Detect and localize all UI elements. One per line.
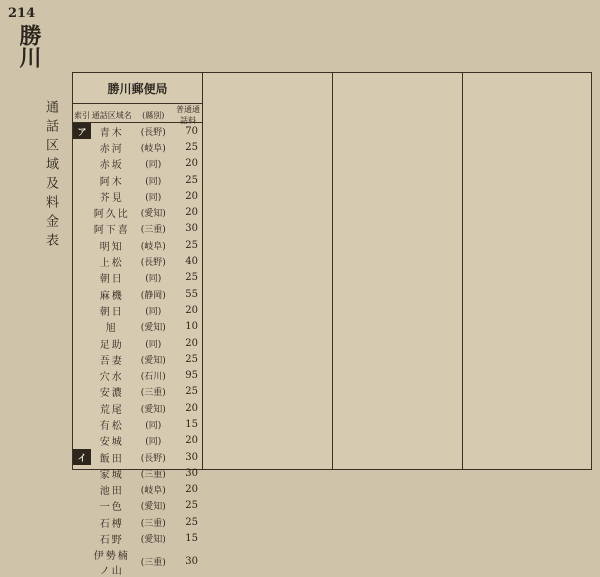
- index-kana: [73, 416, 91, 432]
- prefecture: (静岡): [140, 290, 166, 301]
- call-fee: 20: [185, 304, 198, 316]
- call-fee: 20: [185, 337, 198, 349]
- prefecture: (三重): [140, 558, 166, 569]
- area-name: 吾妻: [99, 355, 124, 367]
- area-name: 阿下喜: [93, 225, 130, 237]
- table-row: [73, 335, 202, 351]
- table-row: [73, 482, 202, 498]
- table-row: [73, 188, 202, 204]
- rows-container: [463, 73, 593, 75]
- call-fee: 30: [185, 451, 198, 463]
- index-kana: [73, 433, 91, 449]
- index-kana: [73, 319, 91, 335]
- area-name: 伊勢楠ノ山: [93, 550, 130, 577]
- fee-header: 普通通話料: [176, 105, 200, 125]
- call-fee: 25: [185, 353, 198, 365]
- prefecture: (長野): [140, 453, 166, 464]
- prefecture: (同): [145, 339, 162, 350]
- area-name: 有松: [99, 420, 124, 432]
- call-fee: 20: [185, 484, 198, 496]
- prefecture: (三重): [140, 518, 166, 529]
- index-kana: [73, 367, 91, 383]
- area-name: 穴水: [99, 372, 124, 384]
- page-number: 214: [8, 6, 36, 21]
- area-name: 阿木: [99, 176, 124, 188]
- index-kana: [73, 498, 91, 514]
- prefecture: (岐阜): [140, 241, 166, 252]
- call-fee: 30: [185, 223, 198, 235]
- table-row: [73, 351, 202, 367]
- prefecture: (三重): [140, 469, 166, 480]
- table-row: [73, 270, 202, 286]
- prefecture: (三重): [140, 388, 166, 399]
- table-row: [73, 123, 202, 139]
- area-name: 阿久比: [93, 209, 130, 221]
- area-name: 荒尾: [99, 404, 124, 416]
- index-kana: [73, 351, 91, 367]
- prefecture: (同): [145, 420, 162, 431]
- index-kana: [73, 253, 91, 269]
- area-name: 芥見: [99, 192, 124, 204]
- table-row: [73, 367, 202, 383]
- call-fee: 20: [185, 435, 198, 447]
- call-fee: 25: [185, 500, 198, 512]
- index-kana: [73, 465, 91, 481]
- prefecture: (愛知): [140, 535, 166, 546]
- table-row: [73, 433, 202, 449]
- call-fee: 25: [185, 272, 198, 284]
- call-fee: 55: [185, 288, 198, 300]
- call-fee: 20: [185, 207, 198, 219]
- table-column-2: [203, 73, 333, 469]
- index-kana: [73, 547, 91, 577]
- rows-container: [203, 73, 332, 75]
- call-fee: 20: [185, 158, 198, 170]
- table-row: [73, 547, 202, 577]
- index-kana: [73, 204, 91, 220]
- table-row: [73, 156, 202, 172]
- index-kana: [73, 172, 91, 188]
- table-row: [73, 514, 202, 530]
- prefecture: (愛知): [140, 209, 166, 220]
- area-name: 赤河: [99, 143, 124, 155]
- call-fee: 25: [185, 174, 198, 186]
- area-name: 石野: [99, 535, 124, 547]
- office-name-header: 勝川郵便局: [73, 73, 202, 104]
- index-header: 索引: [74, 110, 90, 120]
- prefecture: (同): [145, 274, 162, 285]
- index-kana: [73, 188, 91, 204]
- prefecture: (石川): [140, 372, 166, 383]
- call-fee: 70: [185, 125, 198, 137]
- index-kana: [73, 237, 91, 253]
- prefecture: (長野): [140, 258, 166, 269]
- area-name-header: 通話区域名: [91, 110, 132, 120]
- prefecture: (岐阜): [140, 486, 166, 497]
- prefecture-header: (縣別): [142, 110, 165, 120]
- table-column-1: [73, 73, 203, 577]
- table-row: [73, 319, 202, 335]
- prefecture: (愛知): [140, 323, 166, 334]
- index-kana: ア: [73, 123, 91, 139]
- call-fee: 25: [185, 516, 198, 528]
- call-fee: 95: [185, 370, 198, 382]
- table-row: [73, 416, 202, 432]
- prefecture: (同): [145, 160, 162, 171]
- call-fee: 30: [185, 556, 198, 568]
- table-row: [73, 498, 202, 514]
- index-kana: [73, 221, 91, 237]
- table-row: [73, 302, 202, 318]
- area-name: 明知: [99, 241, 124, 253]
- area-name: 上松: [99, 258, 124, 270]
- table-row: [73, 465, 202, 481]
- index-kana: [73, 156, 91, 172]
- table-column-4: [463, 73, 593, 469]
- area-name: 麻機: [99, 290, 124, 302]
- rows-container: [73, 123, 202, 577]
- area-name: 安城: [99, 437, 124, 449]
- table-row: [73, 172, 202, 188]
- index-kana: [73, 482, 91, 498]
- page-title: 勝川: [16, 24, 42, 68]
- table-column-3: [333, 73, 463, 469]
- index-kana: [73, 270, 91, 286]
- index-kana: [73, 139, 91, 155]
- table-row: [73, 139, 202, 155]
- index-kana: [73, 335, 91, 351]
- prefecture: (同): [145, 192, 162, 203]
- prefecture: (長野): [140, 127, 166, 138]
- prefecture: (三重): [140, 225, 166, 236]
- area-name: 一色: [99, 502, 124, 514]
- area-name: 朝日: [99, 306, 124, 318]
- call-fee: 10: [185, 321, 198, 333]
- area-name: 足助: [99, 339, 124, 351]
- area-name: 旭: [105, 323, 118, 335]
- call-fee: 30: [185, 467, 198, 479]
- call-fee: 25: [185, 239, 198, 251]
- table-row: [73, 400, 202, 416]
- table-row: [73, 221, 202, 237]
- call-fee: 25: [185, 141, 198, 153]
- prefecture: (同): [145, 176, 162, 187]
- index-kana: [73, 400, 91, 416]
- table-row: [73, 253, 202, 269]
- call-fee: 20: [185, 402, 198, 414]
- fee-table: [72, 72, 592, 577]
- area-name: 朝日: [99, 274, 124, 286]
- table-row: [73, 286, 202, 302]
- area-name: 石榑: [99, 518, 124, 530]
- area-name: 家城: [99, 469, 124, 481]
- table-row: [73, 204, 202, 220]
- index-kana: [73, 302, 91, 318]
- area-name: 池田: [99, 486, 124, 498]
- table-row: [73, 530, 202, 546]
- rows-container: [333, 73, 462, 75]
- table-row: [73, 384, 202, 400]
- table-row: [73, 449, 202, 465]
- index-kana: イ: [73, 449, 91, 465]
- area-name: 青木: [99, 127, 124, 139]
- prefecture: (愛知): [140, 404, 166, 415]
- index-kana: [73, 530, 91, 546]
- prefecture: (同): [145, 306, 162, 317]
- prefecture: (岐阜): [140, 143, 166, 154]
- table-row: [73, 237, 202, 253]
- index-kana: [73, 384, 91, 400]
- area-name: 安濃: [99, 388, 124, 400]
- index-kana: [73, 286, 91, 302]
- prefecture: (愛知): [140, 355, 166, 366]
- call-fee: 40: [185, 256, 198, 268]
- prefecture: (愛知): [140, 502, 166, 513]
- call-fee: 15: [185, 533, 198, 545]
- call-fee: 15: [185, 418, 198, 430]
- prefecture: (同): [145, 437, 162, 448]
- call-fee: 25: [185, 386, 198, 398]
- area-name: 飯田: [99, 453, 124, 465]
- index-kana: [73, 514, 91, 530]
- call-fee: 20: [185, 190, 198, 202]
- area-name: 赤坂: [99, 160, 124, 172]
- side-note: 通話区域及料金表: [43, 100, 58, 252]
- column-subheader: [73, 104, 202, 123]
